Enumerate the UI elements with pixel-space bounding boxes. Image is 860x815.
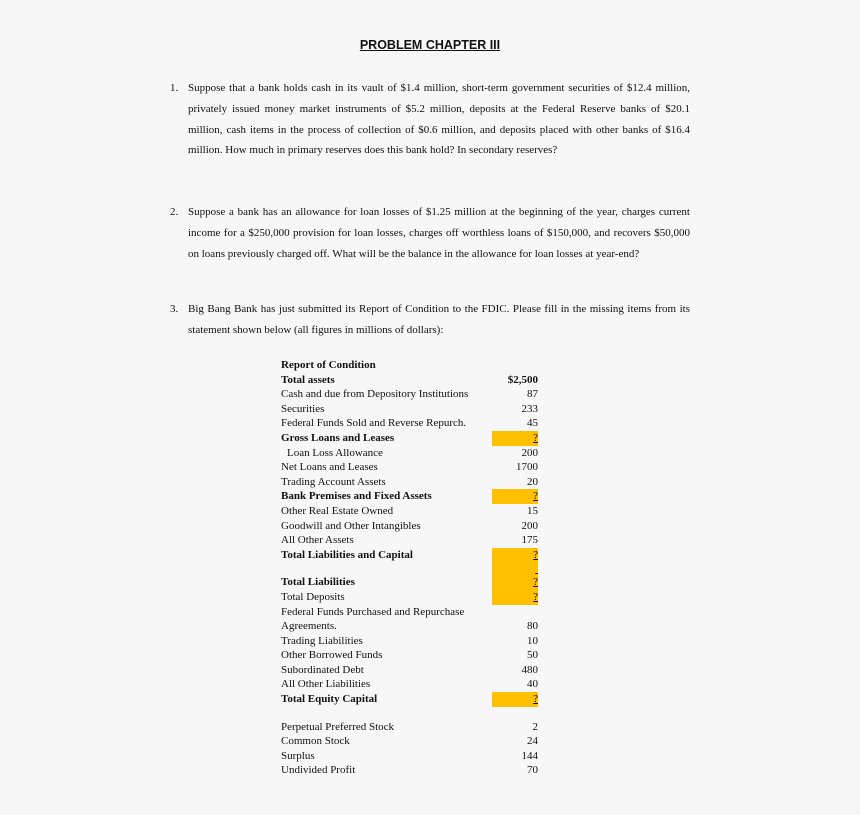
row-label: Net Loans and Leases xyxy=(281,461,378,474)
table-row xyxy=(281,402,538,417)
row-label: Bank Premises and Fixed Assets xyxy=(281,490,432,503)
table-row xyxy=(281,734,538,749)
row-label: Common Stock xyxy=(281,735,350,748)
table-row xyxy=(281,590,538,605)
row-value: 175 xyxy=(521,534,538,547)
row-value: 50 xyxy=(527,649,538,662)
row-label: Federal Funds Sold and Reverse Repurch. xyxy=(281,417,467,430)
row-label: Securities xyxy=(281,402,325,415)
table-row xyxy=(281,749,538,764)
row-value: $2,500 xyxy=(507,373,538,386)
question-text: Big Bang Bank has just submitted its Report of Condition to the FDIC. Please fill in the missing items from its statement shown below (all figures in millions of dollars): xyxy=(188,303,690,336)
row-value: 70 xyxy=(527,764,538,777)
table-spacer xyxy=(281,562,538,575)
row-label: Cash and due from Depository Institutions xyxy=(281,388,469,401)
row-value: 200 xyxy=(521,519,538,532)
table-row xyxy=(281,460,538,475)
table-row xyxy=(281,519,538,534)
table-row xyxy=(281,605,538,620)
row-value: 87 xyxy=(527,388,538,401)
question-1 xyxy=(170,78,690,161)
table-row xyxy=(281,533,538,548)
table-row xyxy=(281,634,538,649)
row-label: All Other Liabilities xyxy=(281,678,371,691)
row-label: Trading Liabilities xyxy=(281,634,363,647)
table-row xyxy=(281,446,538,461)
page-title: PROBLEM CHAPTER III xyxy=(359,38,501,52)
row-label: Other Borrowed Funds xyxy=(281,649,383,662)
row-label: Total assets xyxy=(281,373,335,386)
row-value: 40 xyxy=(527,678,538,691)
table-row xyxy=(281,504,538,519)
row-label: Trading Account Assets xyxy=(281,475,386,488)
row-value: 10 xyxy=(527,634,538,647)
row-label: Other Real Estate Owned xyxy=(281,504,394,517)
missing-value-cell: ? xyxy=(492,489,538,504)
question-2 xyxy=(170,202,690,264)
row-value: 144 xyxy=(521,749,538,762)
table-spacer xyxy=(281,707,538,720)
table-row xyxy=(281,373,538,388)
table-row xyxy=(281,416,538,431)
table-row xyxy=(281,548,538,563)
row-value: 20 xyxy=(527,475,538,488)
question-number: 2. xyxy=(170,206,179,218)
table-row xyxy=(281,431,538,446)
table-row xyxy=(281,648,538,663)
row-label: Surplus xyxy=(281,749,315,762)
row-label: Total Equity Capital xyxy=(281,693,378,706)
table-row xyxy=(281,489,538,504)
row-label: All Other Assets xyxy=(281,534,354,547)
row-label: Agreements. xyxy=(281,620,337,633)
missing-value-cell: ? xyxy=(492,431,538,446)
row-value: 200 xyxy=(521,446,538,459)
row-value: 1700 xyxy=(516,461,538,474)
row-label: Total Liabilities and Capital xyxy=(281,548,413,561)
question-3 xyxy=(170,299,690,341)
row-label: Goodwill and Other Intangibles xyxy=(281,519,421,532)
question-number: 3. xyxy=(170,303,179,315)
table-row xyxy=(281,387,538,402)
report-of-condition-table xyxy=(281,358,538,778)
table-row xyxy=(281,677,538,692)
row-label: Undivided Profit xyxy=(281,764,356,777)
table-row xyxy=(281,720,538,735)
row-label: Total Liabilities xyxy=(281,576,355,589)
table-row xyxy=(281,475,538,490)
question-text: Suppose a bank has an allowance for loan losses of $1.25 million at the beginning of the year, charges current income for a $250,000 provision for loan losses, charges off worthless loans of $150,000, and recovers $50,000 on loans previously charged off. What will be the balance in the allowance for loan losses at year-end? xyxy=(188,206,690,260)
table-row xyxy=(281,692,538,707)
row-value: 233 xyxy=(521,402,538,415)
row-label: Federal Funds Purchased and Repurchase xyxy=(281,605,465,618)
row-value: 24 xyxy=(527,735,538,748)
question-text: Suppose that a bank holds cash in its vault of $1.4 million, short-term government securities of $12.4 million, privately issued money market instruments of $5.2 million, deposits at the Federal Reserve banks of $20.1 million, cash items in the process of collection of $0.6 million, and deposits placed with other banks of $16.4 million. How much in primary reserves does this bank hold? In secondary reserves? xyxy=(188,82,690,157)
missing-value-cell: ? xyxy=(492,575,538,590)
table-row xyxy=(281,575,538,590)
table-row xyxy=(281,663,538,678)
missing-value-cell: ? xyxy=(492,692,538,707)
row-value: 45 xyxy=(527,417,538,430)
question-number: 1. xyxy=(170,82,179,94)
row-value: 480 xyxy=(521,663,538,676)
row-value: 15 xyxy=(527,504,538,517)
row-label: Total Deposits xyxy=(281,590,345,603)
table-row xyxy=(281,763,538,778)
missing-value-cell: ? xyxy=(492,548,538,563)
row-label: Loan Loss Allowance xyxy=(287,446,383,459)
row-value: 2 xyxy=(532,720,538,733)
table-row xyxy=(281,619,538,634)
row-label: Gross Loans and Leases xyxy=(281,431,395,444)
table-row xyxy=(281,358,538,373)
row-label: Subordinated Debt xyxy=(281,663,364,676)
missing-value-cell: ? xyxy=(492,590,538,605)
row-label: Perpetual Preferred Stock xyxy=(281,720,395,733)
row-label: Report of Condition xyxy=(281,359,376,371)
row-value: 80 xyxy=(527,620,538,633)
